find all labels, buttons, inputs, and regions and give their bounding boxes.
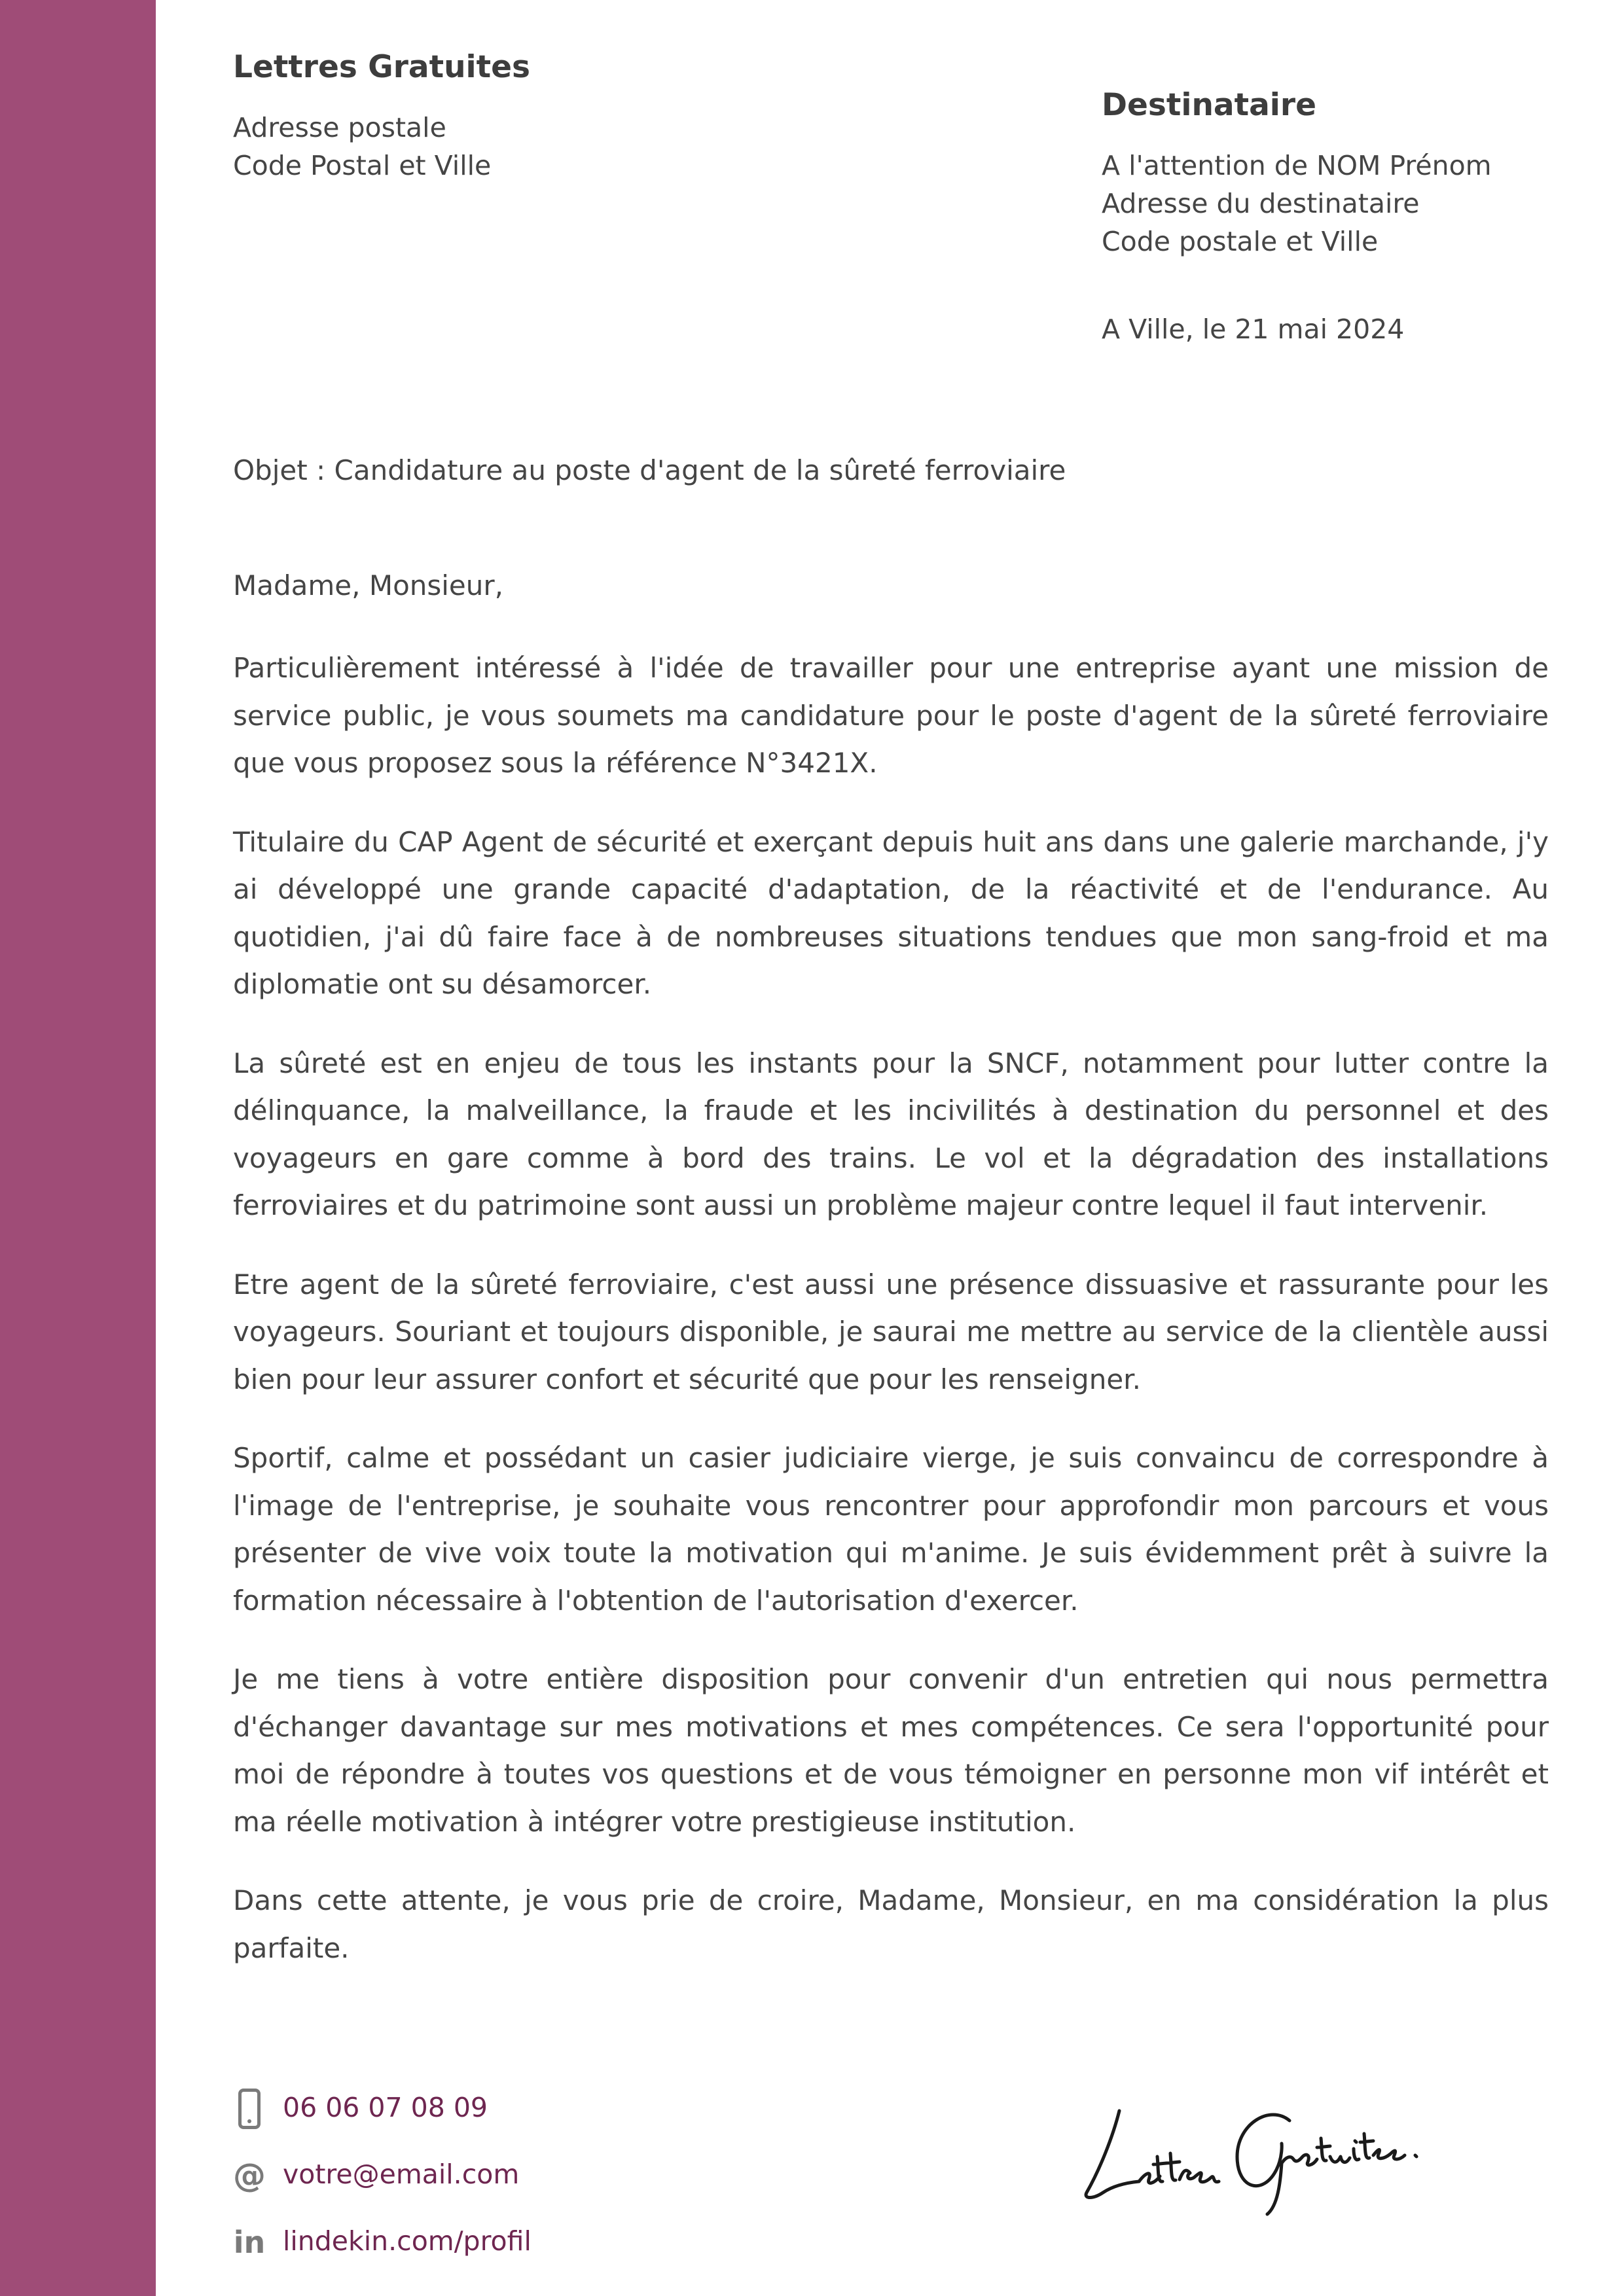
body-paragraph: Particulièrement intéressé à l'idée de travailler pour une entreprise ayant une mission de service public, je vous soumets ma candidature pour le poste d'agent de la sûreté ferroviaire que vous proposez sous la référence N°3421X. <box>233 652 1549 779</box>
body-paragraph: Etre agent de la sûreté ferroviaire, c'est aussi une présence dissuasive et rassurante pour les voyageurs. Souriant et toujours disponible, je saurai me mettre au service de la clientèle aussi bien pour leur assurer confort et sécurité que pour les renseigner. <box>233 1268 1549 1395</box>
recipient-line: A l'attention de NOM Prénom <box>1102 150 1492 181</box>
sender-block <box>233 45 822 185</box>
contact-email <box>229 2151 818 2218</box>
body-paragraph: Dans cette attente, je vous prie de croire, Madame, Monsieur, en ma considération la plus parfaite. <box>233 1884 1549 1964</box>
sender-address-line: Code Postal et Ville <box>233 150 492 181</box>
linkedin-link[interactable]: lindekin.com/profil <box>283 2225 532 2257</box>
recipient-line: Adresse du destinataire <box>1102 188 1420 219</box>
body-paragraph: Je me tiens à votre entière disposition pour convenir d'un entretien qui nous permettra d'échanger davantage sur mes motivations et mes compétences. Ce sera l'opportunité pour moi de répondre à toutes vos questions et de vous témoigner en personne mon vif intérêt et ma réelle motivation à intégrer votre prestigieuse institution. <box>233 1663 1549 1838</box>
letter-date: A Ville, le 21 mai 2024 <box>1102 314 1405 345</box>
handwritten-signature <box>1074 2065 1466 2222</box>
sidebar-accent <box>0 0 156 2296</box>
salutation: Madame, Monsieur, <box>233 569 504 601</box>
linkedin-icon: in <box>233 2225 266 2260</box>
phone-number[interactable]: 06 06 07 08 09 <box>283 2092 488 2123</box>
body-paragraph: Sportif, calme et possédant un casier judiciaire vierge, je suis convaincu de correspondre à l'image de l'entreprise, je souhaite vous rencontrer pour approfondir mon parcours et vous présenter de vive voix toute la motivation qui m'anime. Je suis évidemment prêt à suivre la formation nécessaire à l'obtention de l'autorisation d'exercer. <box>233 1442 1549 1617</box>
body-paragraph: La sûreté est en enjeu de tous les instants pour la SNCF, notamment pour lutter contre la délinquance, la malveillance, la fraude et les incivilités à destination du personnel et des voyageurs en gare comme à bord des trains. Le vol et la dégradation des installations ferroviaires et du patrimoine sont aussi un problème majeur contre lequel il faut intervenir. <box>233 1047 1549 1221</box>
contact-linkedin <box>229 2218 818 2285</box>
recipient-line: Code postale et Ville <box>1102 226 1379 257</box>
recipient-block <box>1102 82 1612 260</box>
contact-phone <box>229 2085 818 2151</box>
email-link[interactable]: votre@email.com <box>283 2159 520 2190</box>
sender-name: Lettres Gratuites <box>233 49 530 85</box>
sender-address-line: Adresse postale <box>233 112 446 143</box>
at-icon: @ <box>233 2157 266 2195</box>
phone-icon <box>229 2085 270 2133</box>
recipient-title: Destinataire <box>1102 87 1316 123</box>
letter-subject: Objet : Candidature au poste d'agent de la sûreté ferroviaire <box>233 454 1066 486</box>
contact-block <box>229 2085 818 2285</box>
body-paragraph: Titulaire du CAP Agent de sécurité et exerçant depuis huit ans dans une galerie marchande, j'y ai développé une grande capacité d'adaptation, de la réactivité et de l'endurance. Au quotidien, j'ai dû faire face à de nombreuses situations tendues que mon sang-froid et ma diplomatie ont su désamorcer. <box>233 825 1549 1000</box>
letter-body <box>233 645 1549 2003</box>
